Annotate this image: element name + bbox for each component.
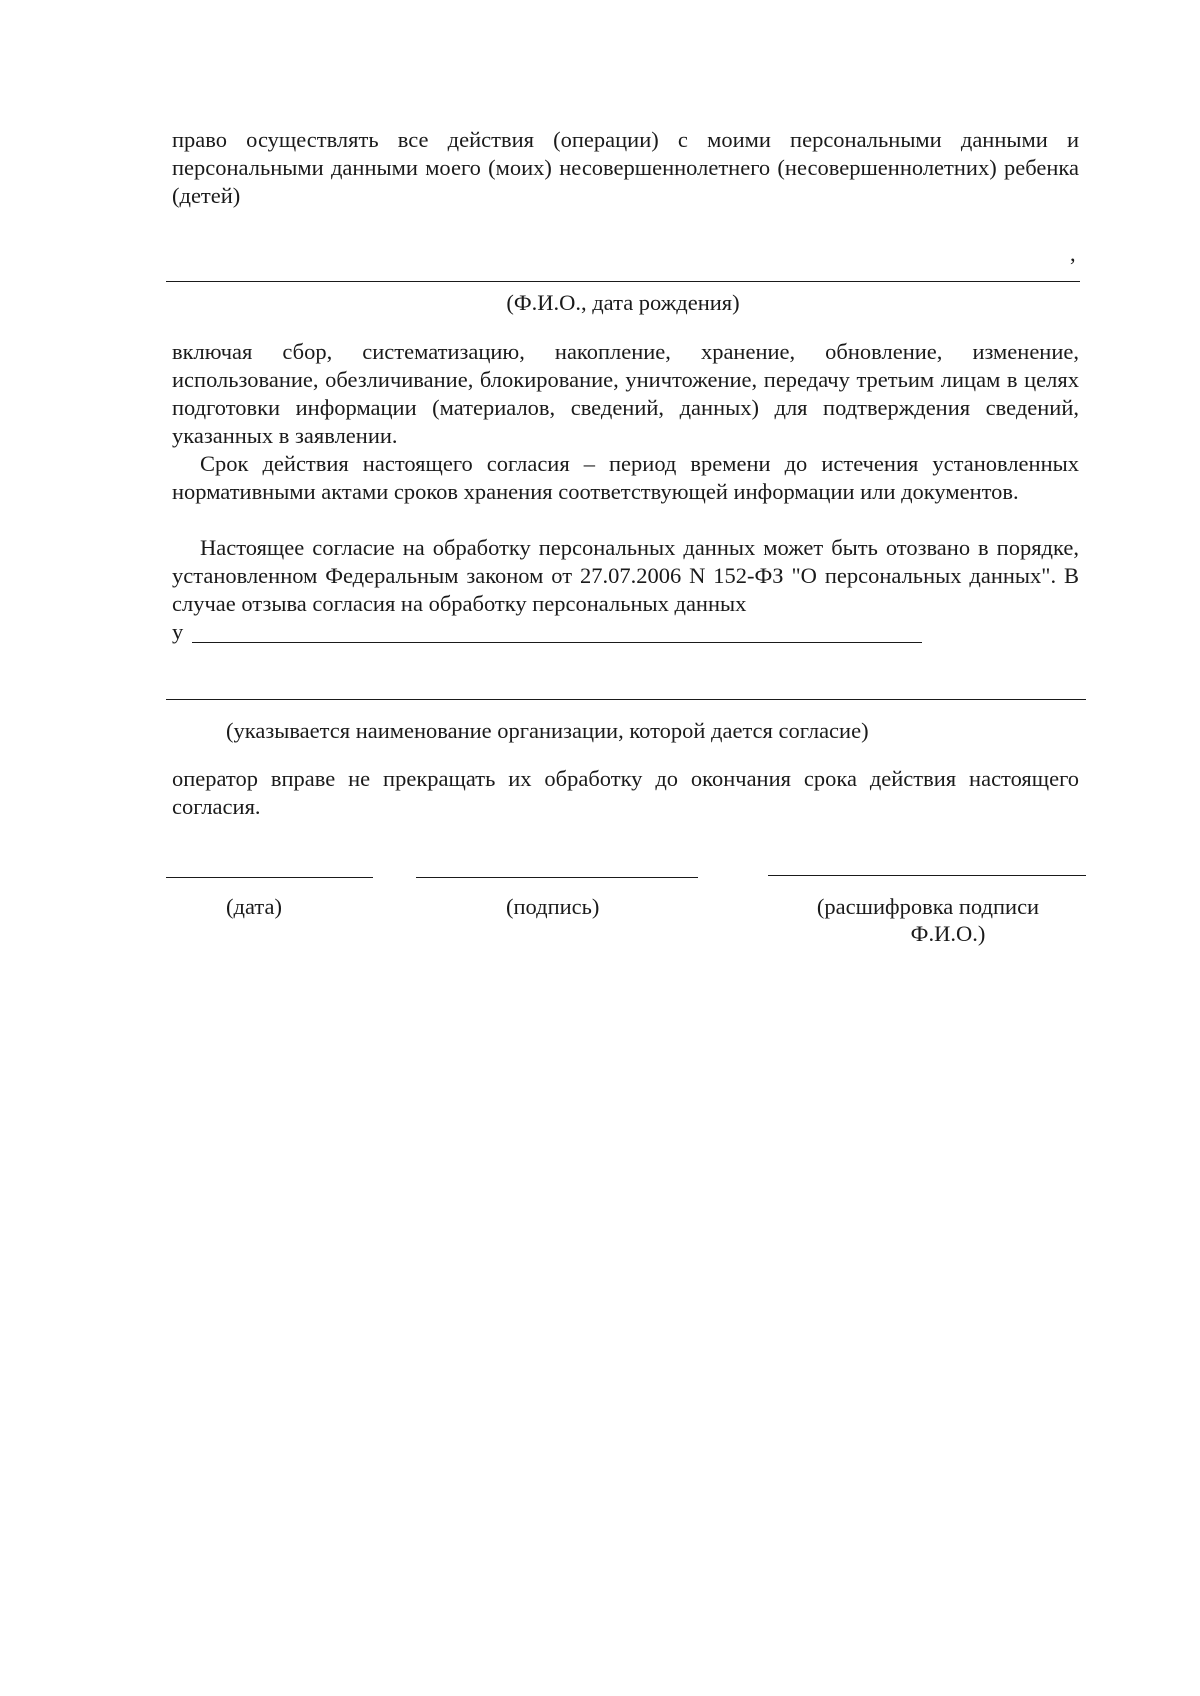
name-birthdate-blank-line bbox=[166, 281, 1080, 282]
org-blank-line-1 bbox=[192, 642, 922, 643]
org-blank-line-2 bbox=[166, 699, 1086, 700]
date-label: (дата) bbox=[226, 894, 282, 919]
term-paragraph: Срок действия настоящего согласия – период времени до истечения установленных нормативными актами сроков хранения соответствующей информации или документов. bbox=[172, 451, 1079, 504]
revocation-paragraph: Настоящее согласие на обработку персональных данных может быть отозвано в порядке, установленном Федеральным законом от 27.07.2006 N 152-ФЗ "О персональных данных". В случае отзыва согласия на обработку персональных данных bbox=[172, 535, 1079, 616]
decoding-label-line1: (расшифровка подписи bbox=[816, 894, 1040, 919]
operator-paragraph: оператор вправе не прекращать их обработку до окончания срока действия настоящего согласия. bbox=[172, 766, 1079, 819]
org-prefix: у bbox=[172, 619, 184, 644]
decoding-blank-line bbox=[768, 875, 1086, 876]
signature-label: (подпись) bbox=[506, 894, 600, 919]
date-blank-line bbox=[166, 877, 373, 878]
processing-paragraph: включая сбор, систематизацию, накопление, хранение, обновление, изменение, использование, обезличивание, блокирование, уничтожение, передачу третьим лицам в целях подготовки информации (материалов, сведений, данных) для подтверждения сведений, указанных в заявлении. bbox=[172, 339, 1079, 448]
intro-paragraph: право осуществлять все действия (операции) с моими персональными данными и персональными данными моего (моих) несовершеннолетнего (несовершеннолетних) ребенка (детей) bbox=[172, 127, 1079, 208]
name-birthdate-caption: (Ф.И.О., дата рождения) bbox=[506, 290, 740, 315]
decoding-label-line2: Ф.И.О.) bbox=[910, 921, 986, 946]
org-caption: (указывается наименование организации, которой дается согласие) bbox=[226, 718, 869, 743]
name-line-comma: , bbox=[1070, 241, 1076, 266]
signature-blank-line bbox=[416, 877, 698, 878]
